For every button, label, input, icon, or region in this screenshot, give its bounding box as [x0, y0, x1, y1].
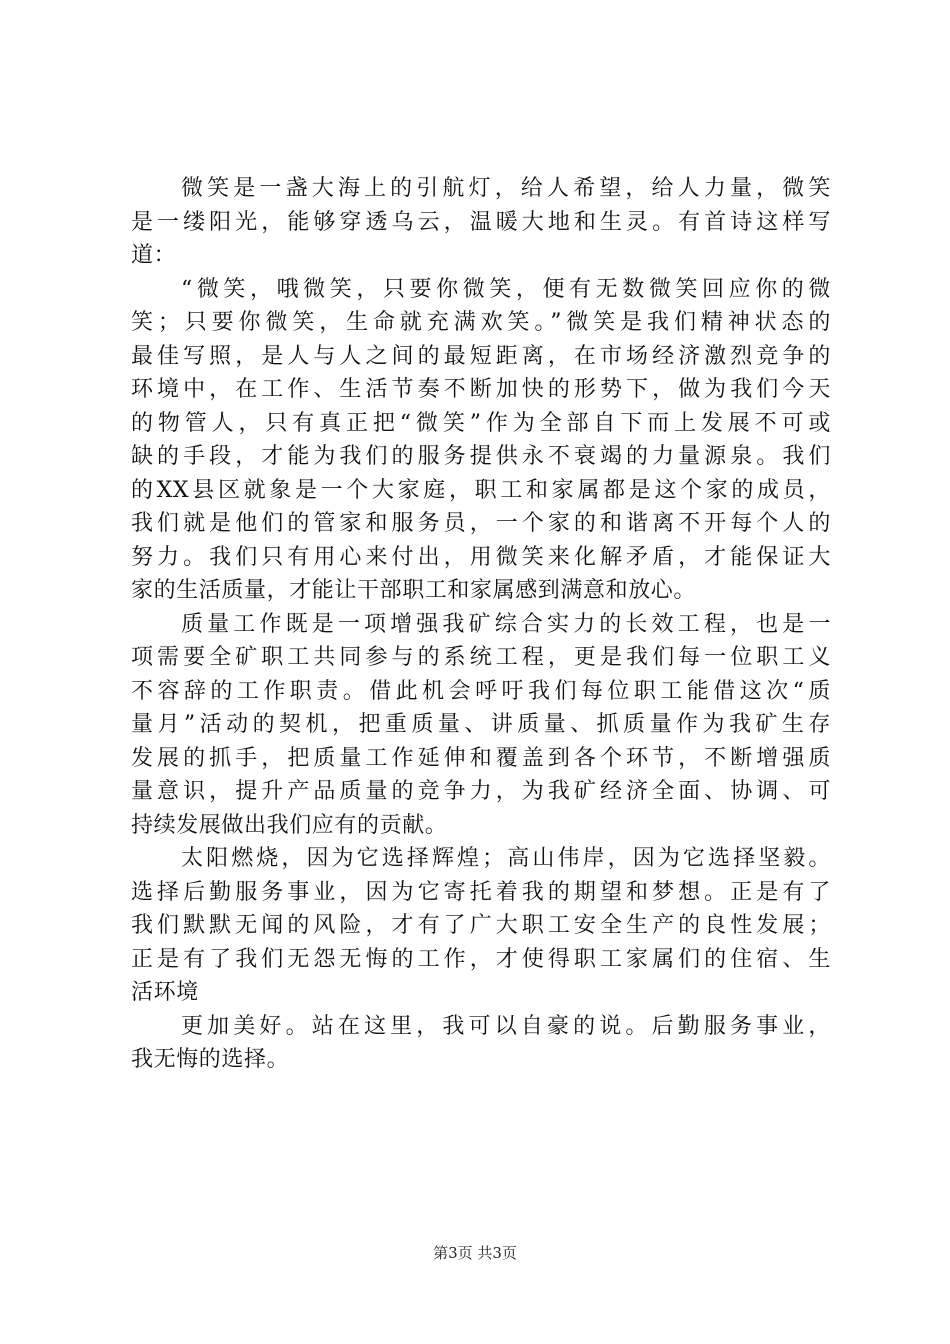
text-line: 道： [131, 243, 177, 268]
text-line: 量意识，提升产品质量的竞争力，为我矿经济全面、协调、可 [131, 779, 831, 804]
text-line: 环境中，在工作、生活节奏不断加快的形势下，做为我们今天 [131, 377, 831, 402]
page-footer: 第3页 共3页 [433, 1244, 517, 1262]
text-line: 努力。我们只有用心来付出，用微笑来化解矛盾，才能保证大 [131, 544, 831, 570]
text-line: 发展的抓手，把质量工作延伸和覆盖到各个环节，不断增强质 [131, 745, 831, 771]
text-line: 选择后勤服务事业，因为它寄托着我的期望和梦想。正是有了 [131, 879, 831, 905]
text-line: 量月”活动的契机，把重质量、讲质量、抓质量作为我矿生存 [131, 712, 831, 737]
text-line: 家的生活质量，才能让干部职工和家属感到满意和放心。 [131, 578, 697, 603]
text-line: 正是有了我们无怨无悔的工作，才使得职工家属们的住宿、生 [131, 946, 831, 972]
text-line: 的XX县区就象是一个大家庭，职工和家属都是这个家的成员， [131, 477, 831, 503]
text-line: “微笑，哦微笑，只要你微笑，便有无数微笑回应你的微 [181, 276, 831, 302]
text-line: 微笑是一盏大海上的引航灯，给人希望，给人力量，微笑 [181, 176, 831, 201]
text-line: 我无悔的选择。 [131, 1047, 290, 1072]
document-body [131, 172, 831, 1077]
text-line: 的物管人，只有真正把“微笑”作为全部自下而上发展不可或 [131, 410, 831, 436]
text-line: 笑；只要你微笑，生命就充满欢笑。”微笑是我们精神状态的 [131, 310, 831, 335]
text-line: 更加美好。站在这里，我可以自豪的说。后勤服务事业， [181, 1013, 831, 1039]
text-line: 项需要全矿职工共同参与的系统工程，更是我们每一位职工义 [131, 645, 831, 670]
text-line: 我们就是他们的管家和服务员，一个家的和谐离不开每个人的 [131, 511, 831, 536]
text-line: 质量工作既是一项增强我矿综合实力的长效工程，也是一 [181, 611, 831, 637]
text-line: 最佳写照，是人与人之间的最短距离，在市场经济激烈竞争的 [131, 343, 831, 369]
text-line: 太阳燃烧，因为它选择辉煌；高山伟岸，因为它选择坚毅。 [181, 846, 831, 871]
text-line: 我们默默无闻的风险，才有了广大职工安全生产的良性发展； [131, 913, 831, 938]
text-line: 是一缕阳光，能够穿透乌云，温暖大地和生灵。有首诗这样写 [131, 209, 831, 235]
text-line: 不容辞的工作职责。借此机会呼吁我们每位职工能借这次“质 [131, 678, 831, 704]
text-line: 持续发展做出我们应有的贡献。 [131, 812, 448, 838]
text-line: 活环境 [131, 980, 199, 1005]
text-line: 缺的手段，才能为我们的服务提供永不衰竭的力量源泉。我们 [131, 444, 831, 469]
